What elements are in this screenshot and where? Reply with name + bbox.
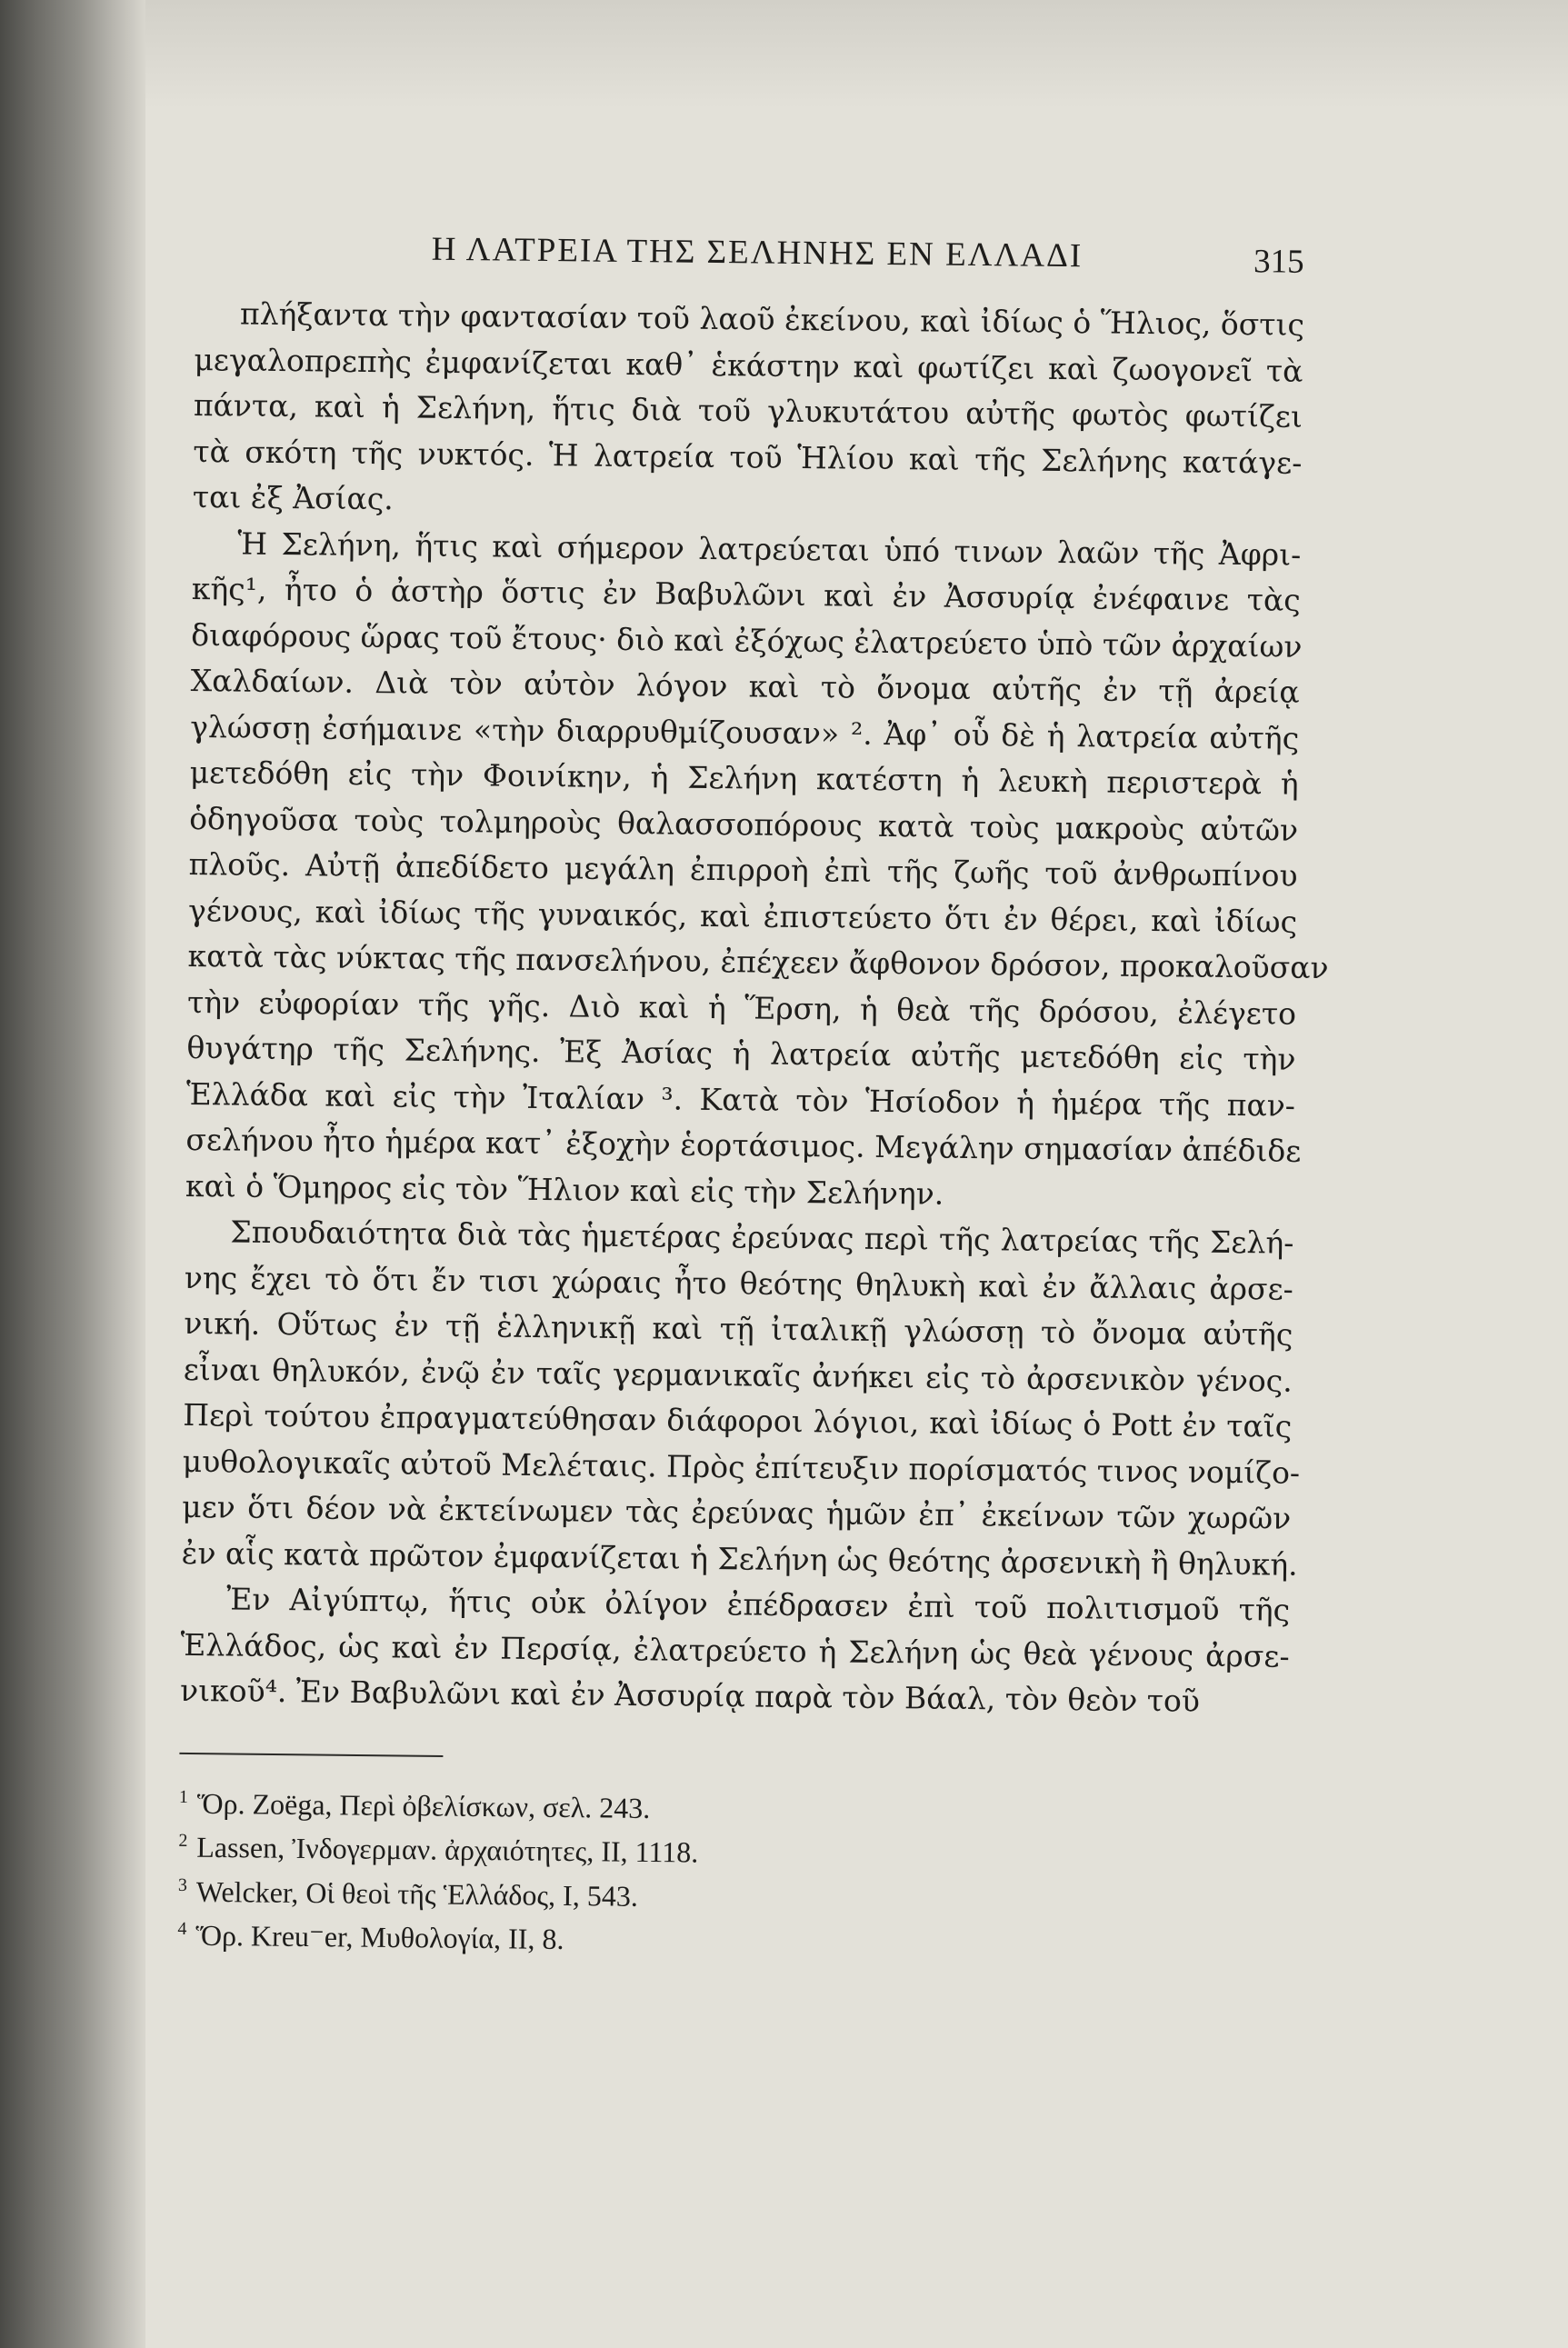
footnote-mark: 2 bbox=[178, 1831, 188, 1852]
text-line: μεν ὅτι δέον νὰ ἐκτείνωμεν τὰς ἐρεύνας ἡμῶν ἐπ᾿ ἐκείνων τῶν χωρῶν bbox=[182, 1488, 1292, 1536]
text-line: νική. Οὕτως ἐν τῇ ἑλληνικῇ καὶ τῇ ἰταλικῇ γλώσσῃ τὸ ὄνομα αὐτῆς bbox=[184, 1304, 1293, 1353]
text-line: ἐν αἷς κατὰ πρῶτον ἐμφανίζεται ἡ Σελήνη ὡς θεότης ἀρσενικὴ ἢ θηλυκή. bbox=[181, 1534, 1298, 1583]
paragraph bbox=[180, 1576, 1291, 1725]
footnote-mark: 4 bbox=[177, 1919, 187, 1940]
text-line: πλήξαντα τὴν φαντασίαν τοῦ λαοῦ ἐκείνου, καὶ ἰδίως ὁ Ἥλιος, ὅστις bbox=[239, 295, 1305, 343]
text-line: Σπουδαιότητα διὰ τὰς ἡμετέρας ἐρεύνας περὶ τῆς λατρείας τῆς Σελή- bbox=[230, 1214, 1294, 1261]
footnote-text: Welcker, Οἱ θεοὶ τῆς Ἑλλάδος, I, 543. bbox=[195, 1874, 639, 1913]
text-line: διαφόρους ὥρας τοῦ ἔτους· διὸ καὶ ἐξόχως ἐλατρεύετο ὑπὸ τῶν ἀρχαίων bbox=[191, 616, 1303, 664]
text-line: Ἐν Αἰγύπτῳ, ἥτις οὐκ ὀλίγον ἐπέδρασεν ἐπὶ τοῦ πολιτισμοῦ τῆς bbox=[225, 1581, 1291, 1628]
page-top-shade bbox=[145, 0, 1568, 109]
paragraph bbox=[181, 1209, 1301, 1588]
footnote-mark: 3 bbox=[177, 1874, 188, 1895]
paragraph bbox=[185, 520, 1329, 1220]
text-line: κῆς¹, ἦτο ὁ ἀστὴρ ὅστις ἐν Βαβυλῶνι καὶ ἐν Ἀσσυρίᾳ ἐνέφαινε τὰς bbox=[191, 570, 1301, 618]
footnote-text: Ὅρ. Zoëga, Περὶ ὀβελίσκων, σελ. 243. bbox=[196, 1786, 651, 1824]
text-line: μυθολογικαῖς αὐτοῦ Μελέταις. Πρὸς ἐπίτευξιν πορίσματός τινος νομίζο- bbox=[182, 1443, 1301, 1491]
text-line: Ἑλλάδα καὶ εἰς τὴν Ἰταλίαν ³. Κατὰ τὸν Ἡσίοδον ἡ ἡμέρα τῆς παν- bbox=[185, 1075, 1296, 1124]
text-line: ται ἐξ Ἀσίας. bbox=[192, 478, 394, 517]
text-line: θυγάτηρ τῆς Σελήνης. Ἐξ Ἀσίας ἡ λατρεία αὐτῆς μετεδόθη εἰς τὴν bbox=[186, 1029, 1296, 1077]
body-text bbox=[179, 291, 1329, 1725]
paragraph bbox=[193, 291, 1304, 532]
text-line: νης ἔχει τὸ ὅτι ἔν τισι χώραις ἦτο θεότης θηλυκὴ καὶ ἐν ἄλλαις ἀρσε- bbox=[184, 1259, 1294, 1307]
text-line: νικοῦ⁴. Ἐν Βαβυλῶνι καὶ ἐν Ἀσσυρίᾳ παρὰ τὸν Βάαλ, τὸν θεὸν τοῦ bbox=[179, 1672, 1201, 1719]
binding-gutter-shadow bbox=[0, 0, 145, 2348]
text-line: ὁδηγοῦσα τοὺς τολμηροὺς θαλασσοπόρους κατὰ τοὺς μακροὺς αὐτῶν bbox=[188, 800, 1299, 848]
text-line: Ἡ Σελήνη, ἥτις καὶ σήμερον λατρεύεται ὑπό τινων λαῶν τῆς Ἀφρι- bbox=[237, 525, 1302, 573]
footnotes bbox=[177, 1777, 1288, 1965]
text-line: σελήνου ἦτο ἡμέρα κατ᾿ ἐξοχὴν ἑορτάσιμος. Μεγάλην σημασίαν ἀπέδιδε bbox=[185, 1121, 1302, 1169]
running-head-title: Η ΛΑΤΡΕΙΑ ΤΗΣ ΣΕΛΗΝΗΣ ΕΝ ΕΛΛΑΔΙ bbox=[431, 230, 1084, 275]
text-line: γλώσσῃ ἐσήμαινε «τὴν διαρρυθμίζουσαν» ². Ἀφ᾿ οὗ δὲ ἡ λατρεία αὐτῆς bbox=[190, 708, 1300, 756]
footnote-mark: 1 bbox=[178, 1786, 189, 1807]
text-line: Χαλδαίων. Διὰ τὸν αὐτὸν λόγον καὶ τὸ ὄνομα αὐτῆς ἐν τῇ ἀρείᾳ bbox=[190, 662, 1300, 710]
footnote-rule bbox=[179, 1752, 443, 1756]
text-line: πάντα, καὶ ἡ Σελήνη, ἥτις διὰ τοῦ γλυκυτάτου αὐτῆς φωτὸς φωτίζει bbox=[193, 386, 1303, 435]
text-line: κατὰ τὰς νύκτας τῆς πανσελήνου, ἐπέχεεν ἄφθονον δρόσον, προκαλοῦσαν bbox=[187, 937, 1329, 986]
text-line: εἶναι θηλυκόν, ἐνῷ ἐν ταῖς γερμανικαῖς ἀνήκει εἰς τὸ ἀρσενικὸν γένος. bbox=[183, 1351, 1293, 1399]
book-page bbox=[177, 227, 1329, 1966]
footnote-text: Lassen, Ἰνδογερμαν. ἀρχαιότητες, II, 1118. bbox=[196, 1830, 699, 1869]
text-line: γένους, καὶ ἰδίως τῆς γυναικός, καὶ ἐπιστεύετο ὅτι ἐν θέρει, καὶ ἰδίως bbox=[187, 892, 1298, 940]
text-line: καὶ ὁ Ὅμηρος εἰς τὸν Ἥλιον καὶ εἰς τὴν Σελήνην. bbox=[185, 1167, 944, 1212]
text-line: μεγαλοπρεπὴς ἐμφανίζεται καθ᾿ ἑκάστην καὶ φωτίζει καὶ ζωογονεῖ τὰ bbox=[194, 341, 1303, 389]
text-line: τὰ σκότη τῆς νυκτός. Ἡ λατρεία τοῦ Ἡλίου καὶ τῆς Σελήνης κατάγε- bbox=[193, 433, 1303, 481]
text-line: Ἑλλάδος, ὡς καὶ ἐν Περσίᾳ, ἐλατρεύετο ἡ Σελήνη ὡς θεὰ γένους ἀρσε- bbox=[180, 1626, 1290, 1674]
running-head bbox=[195, 227, 1304, 303]
page-number: 315 bbox=[1253, 243, 1304, 281]
text-line: Περὶ τούτου ἐπραγματεύθησαν διάφοροι λόγιοι, καὶ ἰδίως ὁ Pott ἐν ταῖς bbox=[183, 1396, 1293, 1444]
text-line: μετεδόθη εἰς τὴν Φοινίκην, ἡ Σελήνη κατέστη ἡ λευκὴ περιστερὰ ἡ bbox=[189, 754, 1299, 802]
text-line: τὴν εὐφορίαν τῆς γῆς. Διὸ καὶ ἡ Ἕρση, ἡ θεὰ τῆς δρόσου, ἐλέγετο bbox=[186, 984, 1297, 1032]
footnote-text: Ὅρ. Kreu⁻er, Μυθολογία, II, 8. bbox=[195, 1919, 564, 1956]
text-line: πλοῦς. Αὐτῇ ἀπεδίδετο μεγάλη ἐπιρροὴ ἐπὶ τῆς ζωῆς τοῦ ἀνθρωπίνου bbox=[188, 845, 1298, 894]
